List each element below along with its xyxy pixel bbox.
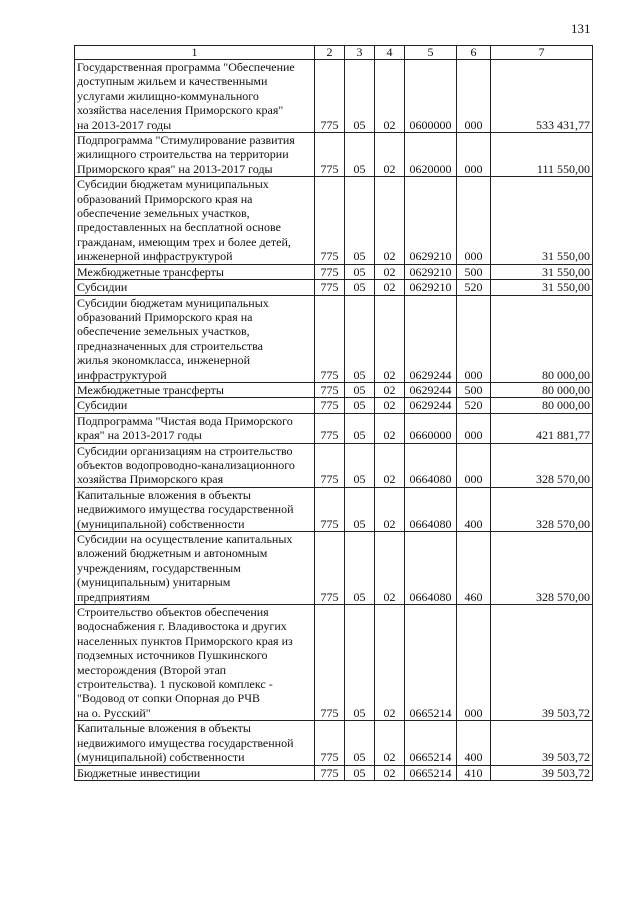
- section-cell: 05: [345, 280, 375, 295]
- target-article-cell: 0629210: [405, 264, 457, 279]
- row-name-cell: Межбюджетные трансферты: [75, 382, 315, 397]
- expense-type-cell: 410: [457, 765, 491, 780]
- amount-cell: 328 570,00: [491, 532, 593, 605]
- section-cell: 05: [345, 295, 375, 382]
- code-cell: 775: [315, 413, 345, 443]
- target-article-cell: 0660000: [405, 413, 457, 443]
- expense-type-cell: 400: [457, 487, 491, 531]
- section-cell: 05: [345, 487, 375, 531]
- target-article-cell: 0620000: [405, 133, 457, 177]
- expense-type-cell: 000: [457, 413, 491, 443]
- table-row: [75, 382, 593, 397]
- section-cell: 05: [345, 177, 375, 264]
- section-cell: 05: [345, 721, 375, 765]
- subsection-cell: 02: [375, 295, 405, 382]
- code-cell: 775: [315, 765, 345, 780]
- subsection-cell: 02: [375, 487, 405, 531]
- expense-type-cell: 000: [457, 133, 491, 177]
- section-cell: 05: [345, 443, 375, 487]
- row-name-cell: Капитальные вложения в объекты недвижимого имущества государственной (муниципальной) собственности: [75, 721, 315, 765]
- target-article-cell: 0629244: [405, 295, 457, 382]
- table-row: [75, 487, 593, 531]
- section-cell: 05: [345, 264, 375, 279]
- table-row: [75, 177, 593, 264]
- section-cell: 05: [345, 133, 375, 177]
- target-article-cell: 0629210: [405, 280, 457, 295]
- target-article-cell: 0629244: [405, 398, 457, 413]
- table-row: [75, 133, 593, 177]
- row-name-cell: Бюджетные инвестиции: [75, 765, 315, 780]
- expense-type-cell: 520: [457, 398, 491, 413]
- amount-cell: 31 550,00: [491, 280, 593, 295]
- code-cell: 775: [315, 532, 345, 605]
- amount-cell: 80 000,00: [491, 398, 593, 413]
- code-cell: 775: [315, 280, 345, 295]
- target-article-cell: 0665214: [405, 721, 457, 765]
- section-cell: 05: [345, 398, 375, 413]
- table-row: [75, 295, 593, 382]
- row-name-cell: Субсидии на осуществление капитальных вложений бюджетным и автономным учреждениям, государственным (муниципальным) унитарным предприятиям: [75, 532, 315, 605]
- expense-type-cell: 000: [457, 295, 491, 382]
- section-cell: 05: [345, 765, 375, 780]
- column-header: 5: [405, 46, 457, 60]
- expense-type-cell: 520: [457, 280, 491, 295]
- expense-type-cell: 400: [457, 721, 491, 765]
- code-cell: 775: [315, 382, 345, 397]
- row-name-cell: Субсидии организациям на строительство объектов водопроводно-канализационного хозяйства Приморского края: [75, 443, 315, 487]
- target-article-cell: 0629244: [405, 382, 457, 397]
- code-cell: 775: [315, 487, 345, 531]
- code-cell: 775: [315, 295, 345, 382]
- table-row: [75, 605, 593, 721]
- subsection-cell: 02: [375, 532, 405, 605]
- subsection-cell: 02: [375, 443, 405, 487]
- row-name-cell: Строительство объектов обеспечения водоснабжения г. Владивостока и других населенных пунктов Приморского края из подземных источников Пушкинского месторождения (Второй этап строительства). 1 пусковой комплекс - "Водовод от сопки Опорная до РЧВ на о. Русский": [75, 605, 315, 721]
- section-cell: 05: [345, 60, 375, 133]
- subsection-cell: 02: [375, 765, 405, 780]
- row-name-cell: Субсидии: [75, 280, 315, 295]
- target-article-cell: 0600000: [405, 60, 457, 133]
- table-row: [75, 413, 593, 443]
- section-cell: 05: [345, 413, 375, 443]
- amount-cell: 31 550,00: [491, 264, 593, 279]
- section-cell: 05: [345, 605, 375, 721]
- subsection-cell: 02: [375, 605, 405, 721]
- subsection-cell: 02: [375, 177, 405, 264]
- section-cell: 05: [345, 382, 375, 397]
- row-name-cell: Государственная программа "Обеспечение доступным жильем и качественными услугами жилищно-коммунального хозяйства населения Приморского края" на 2013-2017 годы: [75, 60, 315, 133]
- code-cell: 775: [315, 177, 345, 264]
- row-name-cell: Субсидии: [75, 398, 315, 413]
- table-row: [75, 280, 593, 295]
- code-cell: 775: [315, 443, 345, 487]
- column-header: 4: [375, 46, 405, 60]
- table-row: [75, 443, 593, 487]
- amount-cell: 328 570,00: [491, 443, 593, 487]
- subsection-cell: 02: [375, 398, 405, 413]
- amount-cell: 39 503,72: [491, 765, 593, 780]
- column-header: 1: [75, 46, 315, 60]
- expense-type-cell: 000: [457, 177, 491, 264]
- column-header: 3: [345, 46, 375, 60]
- row-name-cell: Подпрограмма "Чистая вода Приморского края" на 2013-2017 годы: [75, 413, 315, 443]
- expense-type-cell: 500: [457, 382, 491, 397]
- row-name-cell: Субсидии бюджетам муниципальных образований Приморского края на обеспечение земельных участков, предназначенных для строительства жилья экономкласса, инженерной инфраструктурой: [75, 295, 315, 382]
- target-article-cell: 0665214: [405, 765, 457, 780]
- target-article-cell: 0664080: [405, 443, 457, 487]
- target-article-cell: 0664080: [405, 487, 457, 531]
- table-row: [75, 532, 593, 605]
- budget-table: [74, 45, 593, 781]
- code-cell: 775: [315, 398, 345, 413]
- column-header: 6: [457, 46, 491, 60]
- subsection-cell: 02: [375, 264, 405, 279]
- subsection-cell: 02: [375, 721, 405, 765]
- subsection-cell: 02: [375, 60, 405, 133]
- subsection-cell: 02: [375, 413, 405, 443]
- code-cell: 775: [315, 60, 345, 133]
- page-number: 131: [571, 21, 591, 36]
- amount-cell: 421 881,77: [491, 413, 593, 443]
- code-cell: 775: [315, 721, 345, 765]
- amount-cell: 80 000,00: [491, 295, 593, 382]
- amount-cell: 111 550,00: [491, 133, 593, 177]
- code-cell: 775: [315, 133, 345, 177]
- section-cell: 05: [345, 532, 375, 605]
- expense-type-cell: 000: [457, 60, 491, 133]
- expense-type-cell: 460: [457, 532, 491, 605]
- table-header-row: [75, 46, 593, 60]
- table-row: [75, 398, 593, 413]
- table-row: [75, 721, 593, 765]
- amount-cell: 328 570,00: [491, 487, 593, 531]
- subsection-cell: 02: [375, 280, 405, 295]
- column-header: 7: [491, 46, 593, 60]
- subsection-cell: 02: [375, 133, 405, 177]
- amount-cell: 39 503,72: [491, 721, 593, 765]
- table-row: [75, 765, 593, 780]
- target-article-cell: 0629210: [405, 177, 457, 264]
- amount-cell: 31 550,00: [491, 177, 593, 264]
- expense-type-cell: 000: [457, 443, 491, 487]
- amount-cell: 39 503,72: [491, 605, 593, 721]
- code-cell: 775: [315, 605, 345, 721]
- row-name-cell: Межбюджетные трансферты: [75, 264, 315, 279]
- code-cell: 775: [315, 264, 345, 279]
- row-name-cell: Субсидии бюджетам муниципальных образований Приморского края на обеспечение земельных участков, предоставленных на бесплатной основе гражданам, имеющим трех и более детей, инженерной инфраструктурой: [75, 177, 315, 264]
- expense-type-cell: 500: [457, 264, 491, 279]
- expense-type-cell: 000: [457, 605, 491, 721]
- amount-cell: 80 000,00: [491, 382, 593, 397]
- subsection-cell: 02: [375, 382, 405, 397]
- target-article-cell: 0665214: [405, 605, 457, 721]
- amount-cell: 533 431,77: [491, 60, 593, 133]
- table-row: [75, 60, 593, 133]
- row-name-cell: Подпрограмма "Стимулирование развития жилищного строительства на территории Приморского края" на 2013-2017 годы: [75, 133, 315, 177]
- row-name-cell: Капитальные вложения в объекты недвижимого имущества государственной (муниципальной) собственности: [75, 487, 315, 531]
- column-header: 2: [315, 46, 345, 60]
- target-article-cell: 0664080: [405, 532, 457, 605]
- table-row: [75, 264, 593, 279]
